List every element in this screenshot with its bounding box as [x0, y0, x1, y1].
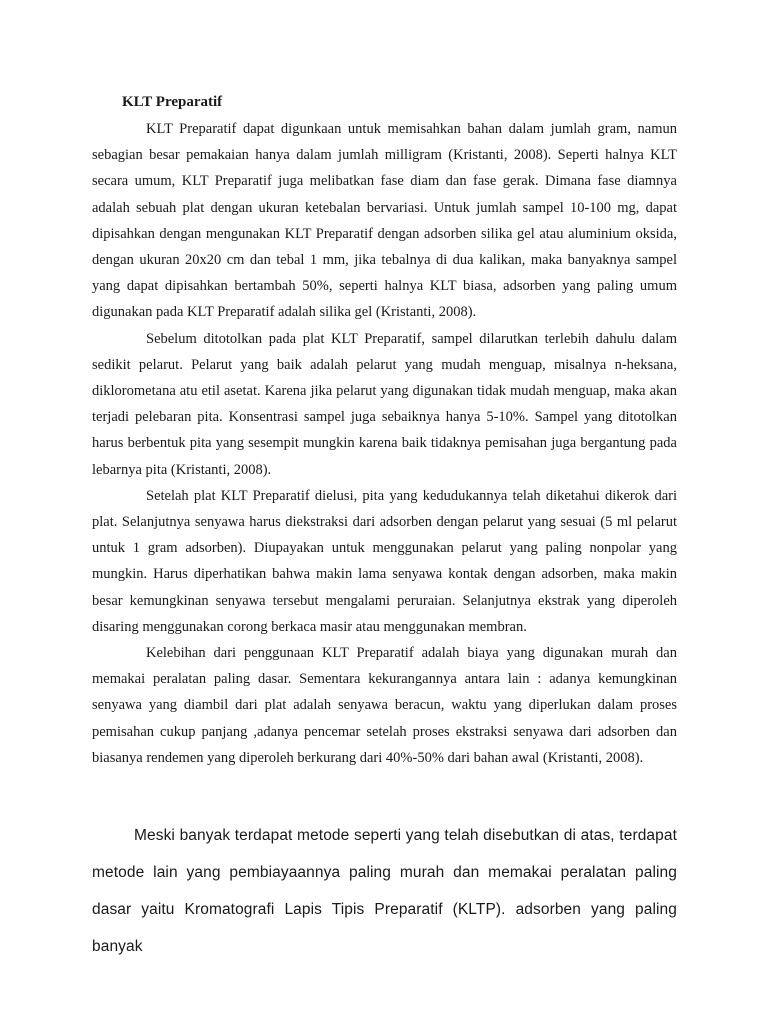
body-text [92, 116, 677, 771]
paragraph: Sebelum ditotolkan pada plat KLT Preparatif, sampel dilarutkan terlebih dahulu dalam sedikit pelarut. Pelarut yang baik adalah pelarut yang mudah menguap, misalnya n-heksana, diklorometana atu etil asetat. Karena jika pelarut yang digunakan tidak mudah menguap, maka akan terjadi pelebaran pita. Konsentrasi sampel juga sebaiknya hanya 5-10%. Sampel yang ditotolkan harus berbentuk pita yang sesempit mungkin karena baik tidaknya pemisahan juga bergantung pada lebarnya pita (Kristanti, 2008). [92, 330, 677, 478]
section-heading: KLT Preparatif [122, 94, 223, 110]
paragraph: Setelah plat KLT Preparatif dielusi, pita yang kedudukannya telah diketahui dikerok dari plat. Selanjutnya senyawa harus diekstraksi dari adsorben dengan pelarut yang sesuai (5 ml pelarut untuk 1 gram adsorben). Diupayakan untuk menggunakan pelarut yang paling nonpolar yang mungkin. Harus diperhatikan bahwa makin lama senyawa kontak dengan adsorben, maka makin besar kemungkinan senyawa tersebut mengalami peruraian. Selanjutnya ekstrak yang diperoleh disaring menggunakan corong berkaca masir atau menggunakan membran. [92, 487, 677, 635]
paragraph: Kelebihan dari penggunaan KLT Preparatif adalah biaya yang digunakan murah dan memakai peralatan paling dasar. Sementara kekurangannya antara lain : adanya kemungkinan senyawa yang diambil dari plat adalah senyawa beracun, waktu yang diperlukan dalam proses pemisahan cukup panjang ,adanya pencemar setelah proses ekstraksi senyawa dari adsorben dan biasanya rendemen yang diperoleh berkurang dari 40%-50% dari bahan awal (Kristanti, 2008). [92, 645, 677, 766]
continuation-text [92, 817, 677, 965]
paragraph: KLT Preparatif dapat digunkaan untuk memisahkan bahan dalam jumlah gram, namun sebagian besar pemakaian hanya dalam jumlah milligram (Kristanti, 2008). Seperti halnya KLT secara umum, KLT Preparatif juga melibatkan fase diam dan fase gerak. Dimana fase diamnya adalah sebuah plat dengan ukuran ketebalan bervariasi. Untuk jumlah sampel 10-100 mg, dapat dipisahkan dengan mengunakan KLT Preparatif dengan adsorben silika gel atau aluminium oksida, dengan ukuran 20x20 cm dan tebal 1 mm, jika tebalnya di dua kalikan, maka banyaknya sampel yang dapat dipisahkan bertambah 50%, seperti halnya KLT biasa, adsorben yang paling umum digunakan pada KLT Preparatif adalah silika gel (Kristanti, 2008). [92, 121, 677, 321]
paragraph: Meski banyak terdapat metode seperti yang telah disebutkan di atas, terdapat metode lain yang pembiayaannya paling murah dan memakai peralatan paling dasar yaitu Kromatografi Lapis Tipis Preparatif (KLTP). adsorben yang paling banyak [92, 827, 677, 955]
